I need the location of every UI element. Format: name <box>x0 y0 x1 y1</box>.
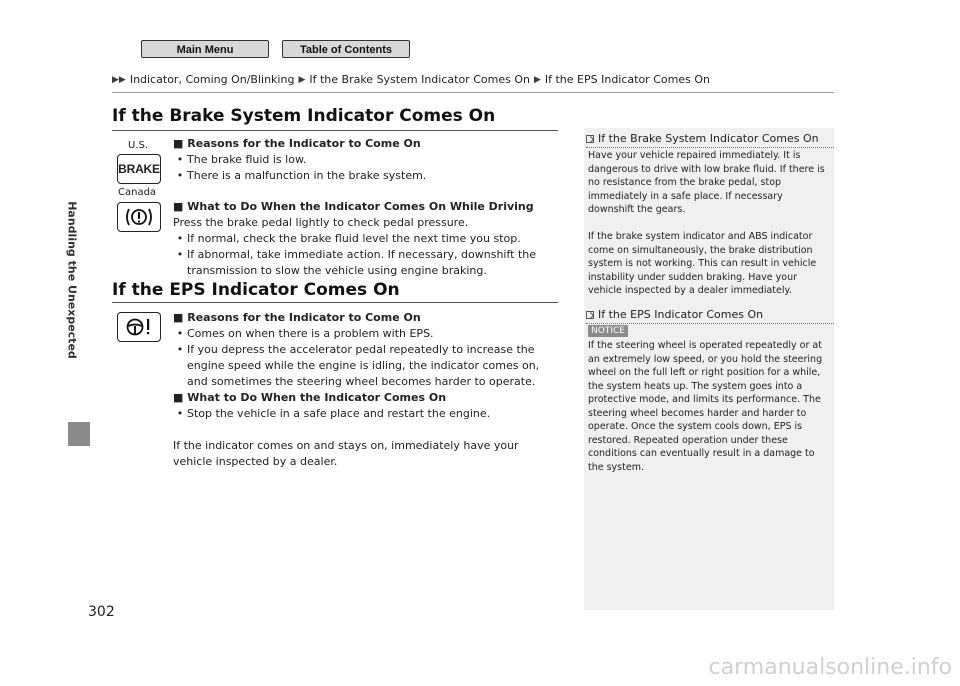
notice-badge: NOTICE <box>588 325 628 337</box>
canada-label: Canada <box>118 187 157 198</box>
list-item: • Stop the vehicle in a safe place and restart the engine. <box>176 407 491 420</box>
side-tab-label: Handling the Unexpected <box>65 201 79 359</box>
page-number: 302 <box>88 604 115 620</box>
reference-arrow-icon <box>586 135 594 143</box>
list-item: • If you depress the accelerator pedal repeatedly to increase the engine speed while the engine is idling, the indicator comes on, and sometimes the steering wheel becomes harder to operate. <box>176 343 540 388</box>
eps-title-divider <box>112 302 558 303</box>
eps-reasons-heading: ■ Reasons for the Indicator to Come On <box>173 311 421 324</box>
list-item: • If abnormal, take immediate action. If necessary, downshift the transmission to slow the vehicle using engine braking. <box>176 248 537 277</box>
brake-reasons-block <box>173 136 563 184</box>
brake-todo-heading: ■ What to Do When the Indicator Comes On While Driving <box>173 200 534 213</box>
eps-section-title: If the EPS Indicator Comes On <box>112 280 400 300</box>
reference-arrow-icon <box>586 311 594 319</box>
brake-warning-icon <box>117 154 161 184</box>
brake-title-divider <box>112 130 558 131</box>
breadcrumb-arrow-icon: ▶▶ <box>112 74 126 85</box>
breadcrumb-item[interactable]: If the Brake System Indicator Comes On <box>309 73 530 86</box>
brake-circle-symbol-icon <box>123 206 155 228</box>
list-item: • The brake fluid is low. <box>176 153 307 166</box>
watermark-text: carmanualsonline.info <box>708 655 952 680</box>
list-item: • There is a malfunction in the brake system. <box>176 169 427 182</box>
brake-todo-intro: Press the brake pedal lightly to check pedal pressure. <box>173 216 469 229</box>
sidebar-eps-para: If the steering wheel is operated repeatedly or at an extremely low speed, or you hold the steering wheel on the full left or right position for a while, the system heats up. The system goes into a protective mode, and limits its performance. The steering wheel becomes harder and harder to operate. Once the system cools down, EPS is restored. Repeated operation under these conditions can eventually result in a damage to the system. <box>588 340 823 473</box>
eps-todo-heading: ■ What to Do When the Indicator Comes On <box>173 391 447 404</box>
side-tab-marker <box>68 422 90 446</box>
breadcrumb-arrow-icon: ▶ <box>533 74 541 85</box>
brake-circle-exclamation-icon <box>117 202 161 232</box>
eps-reasons-block <box>173 310 563 470</box>
breadcrumb-arrow-icon: ▶ <box>298 74 306 85</box>
sidebar-brake-para2: If the brake system indicator and ABS indicator come on simultaneously, the brake distribution system is not working. This can result in vehicle instability under sudden braking. Have your vehicle inspected by a dealer immediately. <box>588 231 817 296</box>
brake-reasons-heading: ■ Reasons for the Indicator to Come On <box>173 137 421 150</box>
breadcrumb-item[interactable]: Indicator, Coming On/Blinking <box>129 73 295 86</box>
main-menu-button[interactable]: Main Menu <box>141 40 269 58</box>
list-item: • If normal, check the brake fluid level the next time you stop. <box>176 232 521 245</box>
steering-wheel-exclamation-icon <box>123 316 155 338</box>
sidebar-brake-title: If the Brake System Indicator Comes On <box>586 132 819 145</box>
eps-closing-text: If the indicator comes on and stays on, immediately have your vehicle inspected by a dealer. <box>173 439 519 468</box>
brake-todo-block <box>173 199 563 279</box>
sidebar-brake-para1: Have your vehicle repaired immediately. It is dangerous to drive with low brake fluid. If there is no resistance from the brake pedal, stop immediately in a safe place. If necessary downshift the gears. <box>588 150 825 215</box>
breadcrumb <box>112 73 710 86</box>
breadcrumb-item: If the EPS Indicator Comes On <box>544 73 710 86</box>
eps-warning-icon <box>117 312 161 342</box>
sidebar-rule <box>586 147 834 148</box>
sidebar-eps-title: If the EPS Indicator Comes On <box>586 308 763 321</box>
sidebar-rule <box>586 323 834 324</box>
header-divider <box>112 92 834 93</box>
table-of-contents-button[interactable]: Table of Contents <box>282 40 410 58</box>
us-label: U.S. <box>128 140 149 151</box>
list-item: • Comes on when there is a problem with EPS. <box>176 327 434 340</box>
brake-section-title: If the Brake System Indicator Comes On <box>112 106 496 126</box>
brake-icon-text: BRAKE <box>118 162 160 176</box>
